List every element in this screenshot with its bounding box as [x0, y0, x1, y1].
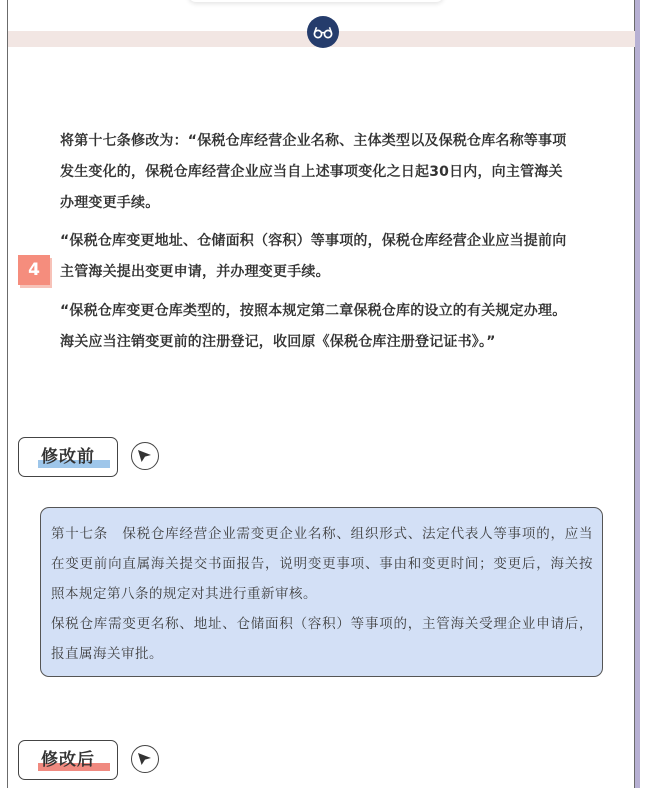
- amendment-paragraph: “保税仓库变更仓库类型的，按照本规定第二章保税仓库的设立的有关规定办理。海关应当注销变更前的注册登记，收回原《保税仓库注册登记证书》。”: [60, 303, 567, 350]
- before-tag-label: 修改前: [41, 447, 95, 467]
- after-tag-label: 修改后: [41, 750, 95, 770]
- cursor-arrow-icon: [131, 745, 159, 773]
- after-tag: [18, 740, 118, 780]
- frame-shadow: [635, 0, 640, 788]
- header-card: [188, 0, 444, 2]
- cursor-arrow-icon: [131, 442, 159, 470]
- before-tag: [18, 437, 118, 477]
- glasses-icon: [307, 16, 339, 48]
- original-text-box: [40, 507, 603, 677]
- item-number-badge: 4: [18, 255, 50, 285]
- amendment-paragraph: 将第十七条修改为：“保税仓库经营企业名称、主体类型以及保税仓库名称等事项发生变化的，保税仓库经营企业应当自上述事项变化之日起30日内，向主管海关办理变更手续。: [60, 133, 567, 211]
- original-paragraph: 保税仓库需变更名称、地址、仓储面积（容积）等事项的，主管海关受理企业申请后，报直属海关审批。: [51, 616, 593, 662]
- original-paragraph: 第十七条 保税仓库经营企业需变更企业名称、组织形式、法定代表人等事项的，应当在变更前向直属海关提交书面报告，说明变更事项、事由和变更时间；变更后，海关按照本规定第八条的规定对其进行重新审核。: [51, 526, 593, 602]
- amendment-paragraph: “保税仓库变更地址、仓储面积（容积）等事项的，保税仓库经营企业应当提前向主管海关提出变更申请，并办理变更手续。: [60, 233, 567, 280]
